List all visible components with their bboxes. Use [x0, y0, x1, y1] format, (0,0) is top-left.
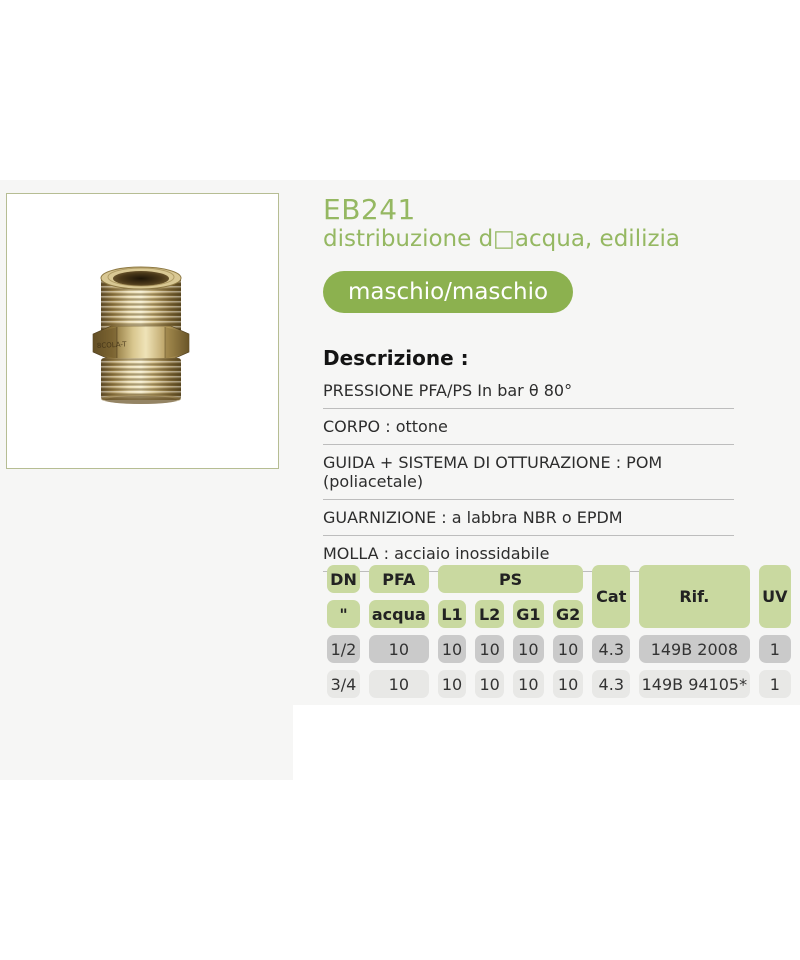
spec-table [318, 558, 800, 705]
spec-data-row [327, 670, 791, 698]
cell-l2: 10 [475, 670, 504, 698]
col-header-g2: G2 [553, 600, 584, 628]
cell-g2: 10 [553, 670, 584, 698]
cell-g1: 10 [513, 635, 544, 663]
cell-l2: 10 [475, 635, 504, 663]
description-item: GUARNIZIONE : a labbra NBR o EPDM [323, 500, 734, 536]
col-header-l1: L1 [438, 600, 467, 628]
cell-rif: 149B 2008 [639, 635, 750, 663]
cell-uv: 1 [759, 635, 791, 663]
spec-data-row [327, 635, 791, 663]
cell-rif: 149B 94105* [639, 670, 750, 698]
cell-g2: 10 [553, 635, 584, 663]
col-header-cat: Cat [592, 565, 630, 628]
description-item: CORPO : ottone [323, 409, 734, 445]
col-header-dn-unit: " [327, 600, 360, 628]
col-header-g1: G1 [513, 600, 544, 628]
cell-uv: 1 [759, 670, 791, 698]
cell-l1: 10 [438, 635, 467, 663]
col-header-l2: L2 [475, 600, 504, 628]
cell-cat: 4.3 [592, 635, 630, 663]
product-image-frame[interactable] [6, 193, 279, 469]
background-notch [293, 705, 800, 780]
col-header-ps: PS [438, 565, 584, 593]
description-item: GUIDA + SISTEMA DI OTTURAZIONE : POM (poliacetale) [323, 445, 734, 500]
cell-dn: 3/4 [327, 670, 360, 698]
cell-pfa: 10 [369, 635, 429, 663]
description-item: MOLLA : acciaio inossidabile [323, 536, 734, 572]
col-header-pfa-unit: acqua [369, 600, 429, 628]
cell-g1: 10 [513, 670, 544, 698]
description-list [323, 373, 734, 572]
description-heading: Descrizione : [323, 346, 469, 370]
product-subtitle: distribuzione d□acqua, edilizia [323, 226, 681, 252]
product-stamp-text: 8COLA-T [96, 340, 127, 350]
col-header-dn: DN [327, 565, 360, 593]
connection-type-badge[interactable]: maschio/maschio [323, 271, 573, 313]
cell-dn: 1/2 [327, 635, 360, 663]
spec-header-row-1 [327, 565, 791, 593]
col-header-pfa: PFA [369, 565, 429, 593]
cell-pfa: 10 [369, 670, 429, 698]
cell-l1: 10 [438, 670, 467, 698]
description-item: PRESSIONE PFA/PS In bar θ 80° [323, 373, 734, 409]
product-photo-brass-nipple [91, 266, 191, 408]
product-code-title: EB241 [323, 193, 416, 226]
cell-cat: 4.3 [592, 670, 630, 698]
col-header-rif: Rif. [639, 565, 750, 628]
col-header-uv: UV [759, 565, 791, 628]
